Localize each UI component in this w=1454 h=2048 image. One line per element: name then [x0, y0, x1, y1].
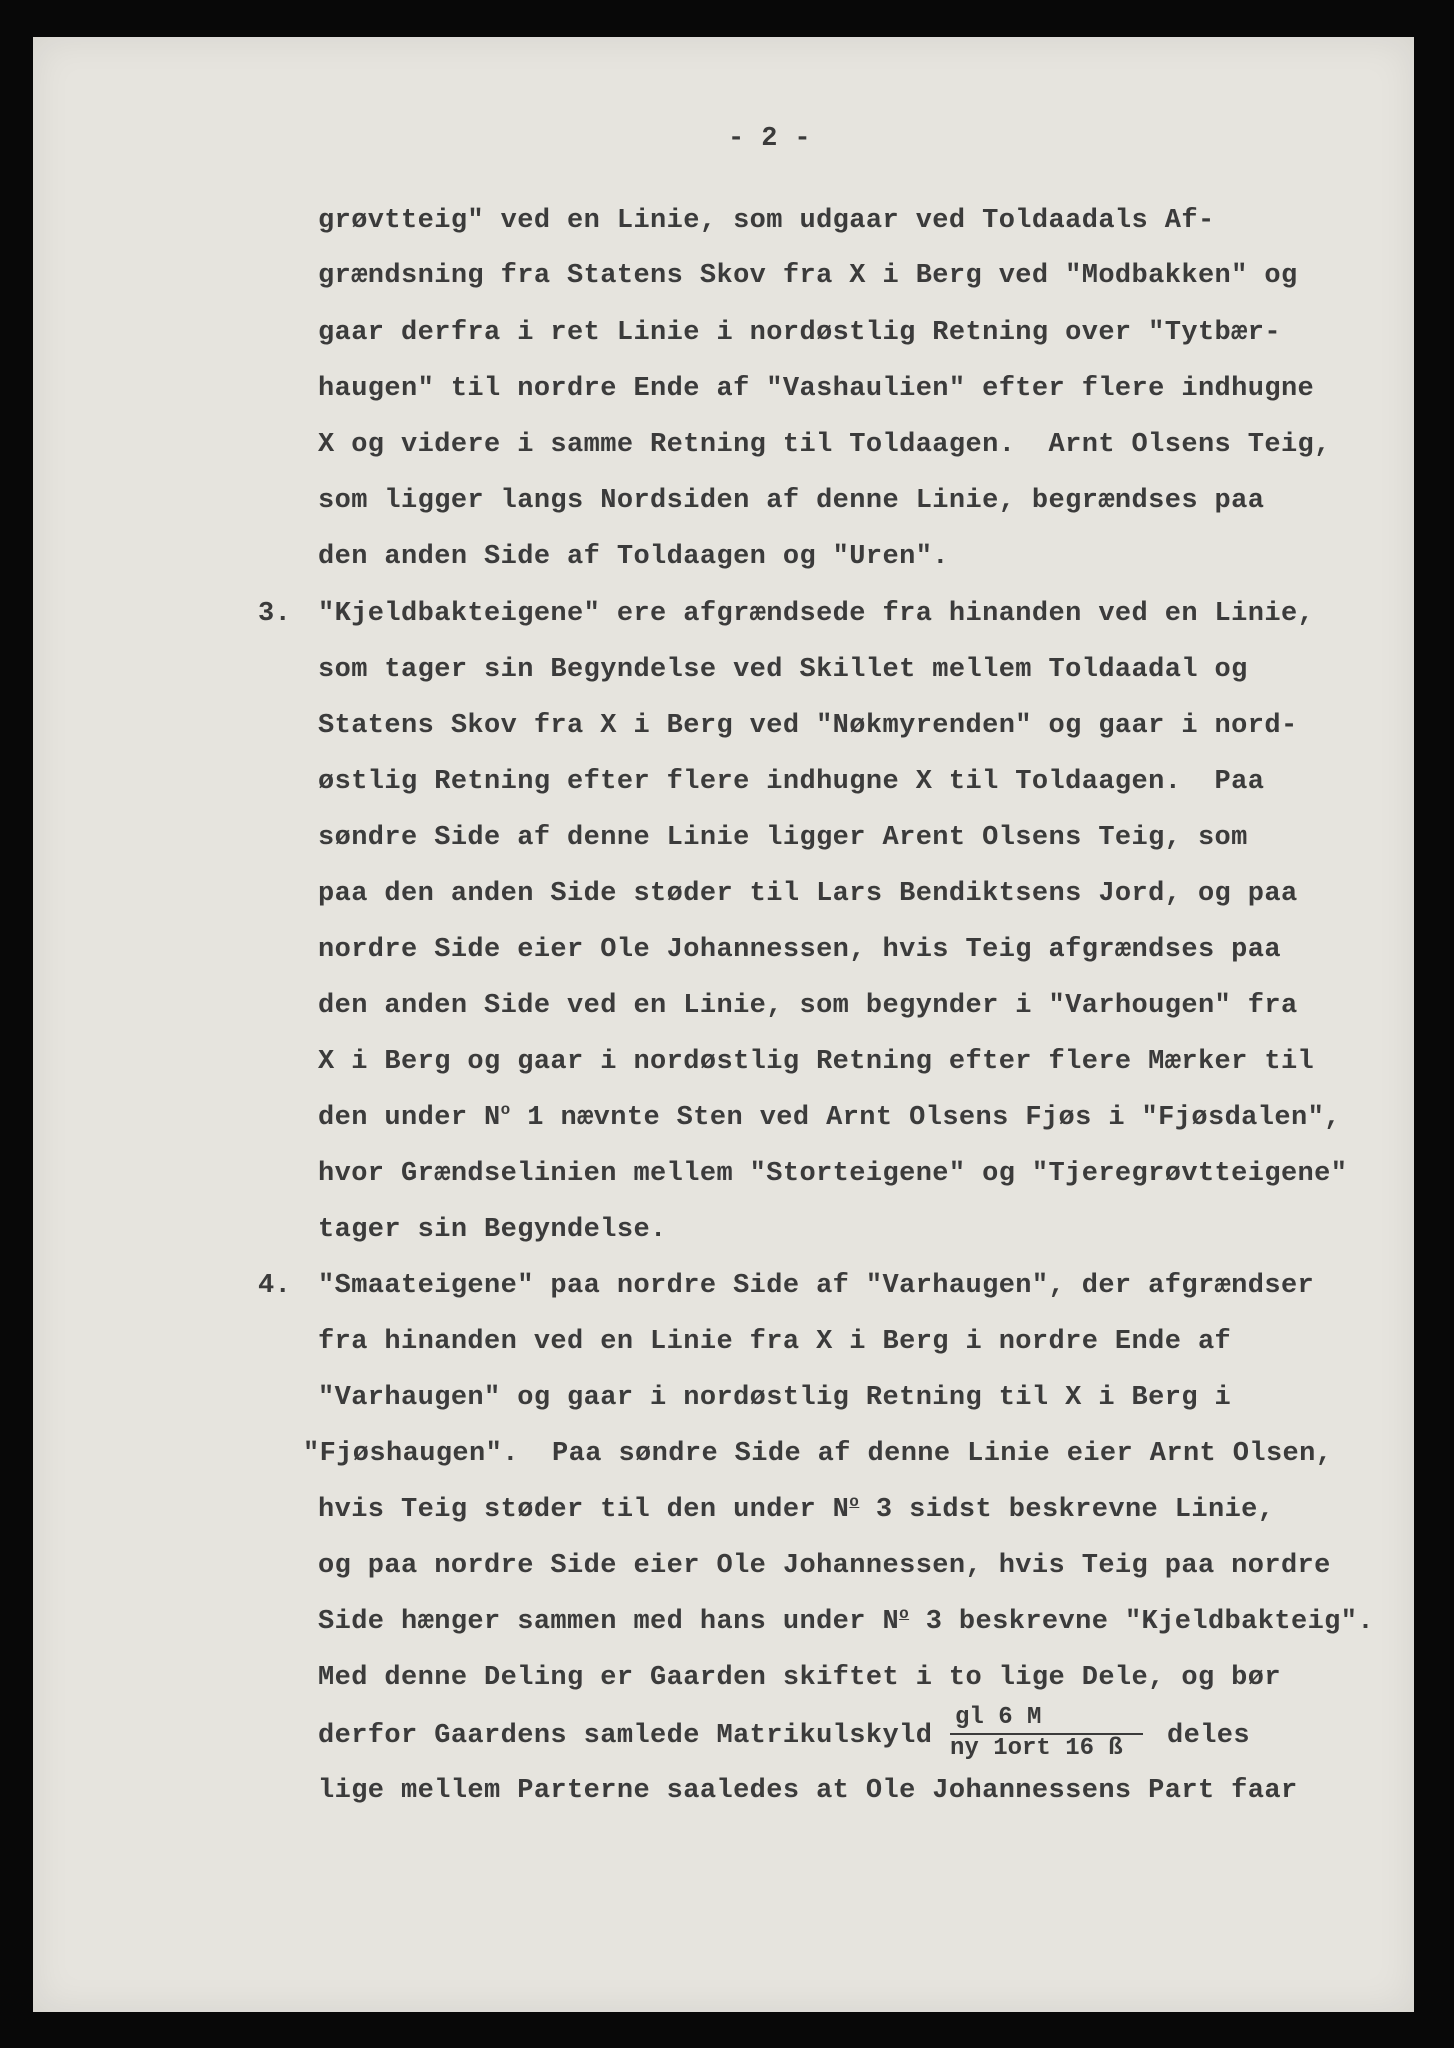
superscript: o	[849, 1493, 860, 1511]
text-line: lige mellem Parterne saaledes at Ole Johannessens Part faar	[318, 1776, 1298, 1806]
text-segment: den under N	[318, 1103, 501, 1133]
text-line: derfor Gaardens samlede Matrikulskyld	[318, 1721, 933, 1751]
text-line: som tager sin Begyndelse ved Skillet mellem Toldaadal og	[318, 655, 1248, 685]
text-line	[318, 1102, 1341, 1134]
text-line: hvor Grændselinien mellem "Storteigene" og "Tjeregrøvtteigene"	[318, 1159, 1348, 1189]
text-line: den anden Side ved en Linie, som begynder i "Varhougen" fra	[318, 991, 1298, 1021]
superscript: o	[899, 1605, 910, 1623]
text-line: grøvtteig" ved en Linie, som udgaar ved Toldaadals Af-	[318, 206, 1215, 236]
text-line: "Varhaugen" og gaar i nordøstlig Retning til X i Berg i	[318, 1383, 1232, 1413]
fraction-denominator: ny 1ort 16 ß	[950, 1735, 1123, 1762]
text-line: fra hinanden ved en Linie fra X i Berg i nordre Ende af	[318, 1327, 1232, 1357]
text-line: haugen" til nordre Ende af "Vashaulien" efter flere indhugne	[318, 374, 1315, 404]
document-page	[33, 37, 1414, 2012]
text-line: som ligger langs Nordsiden af denne Linie, begrændses paa	[318, 486, 1265, 516]
item-number: 3.	[258, 599, 292, 629]
text-line	[318, 1606, 1374, 1638]
text-line: østlig Retning efter flere indhugne X til Toldaagen. Paa	[318, 767, 1265, 797]
text-line: "Kjeldbakteigene" ere afgrændsede fra hinanden ved en Linie,	[318, 599, 1315, 629]
text-line: "Fjøshaugen". Paa søndre Side af denne Linie eier Arnt Olsen,	[303, 1439, 1333, 1469]
text-line: "Smaateigene" paa nordre Side af "Varhaugen", der afgrændser	[318, 1271, 1315, 1301]
text-segment: hvis Teig støder til den under N	[318, 1495, 850, 1525]
text-line: nordre Side eier Ole Johannessen, hvis Teig afgrændses paa	[318, 935, 1281, 965]
text-segment: 3 sidst beskrevne Linie,	[859, 1495, 1275, 1525]
text-line: Med denne Deling er Gaarden skiftet i to lige Dele, og bør	[318, 1663, 1281, 1693]
text-segment: Side hænger sammen med hans under N	[318, 1607, 900, 1637]
text-line: og paa nordre Side eier Ole Johannessen, hvis Teig paa nordre	[318, 1551, 1331, 1581]
item-number: 4.	[258, 1271, 292, 1301]
superscript: o	[500, 1101, 511, 1119]
fraction-numerator: gl 6 M	[955, 1704, 1042, 1731]
text-line: X i Berg og gaar i nordøstlig Retning efter flere Mærker til	[318, 1047, 1315, 1077]
text-line: tager sin Begyndelse.	[318, 1215, 667, 1245]
text-segment: 1 nævnte Sten ved Arnt Olsens Fjøs i "Fjøsdalen",	[510, 1103, 1341, 1133]
text-segment: 3 beskrevne "Kjeldbakteig".	[909, 1607, 1374, 1637]
text-line: gaar derfra i ret Linie i nordøstlig Retning over "Tytbær-	[318, 318, 1281, 348]
text-line: grændsning fra Statens Skov fra X i Berg ved "Modbakken" og	[318, 261, 1298, 291]
text-line: søndre Side af denne Linie ligger Arent Olsens Teig, som	[318, 823, 1248, 853]
text-line: paa den anden Side støder til Lars Bendiktsens Jord, og paa	[318, 879, 1298, 909]
text-line: deles	[1167, 1721, 1251, 1751]
text-line: den anden Side af Toldaagen og "Uren".	[318, 542, 949, 572]
text-line: Statens Skov fra X i Berg ved "Nøkmyrenden" og gaar i nord-	[318, 711, 1298, 741]
text-line	[318, 1494, 1274, 1526]
text-line: X og videre i samme Retning til Toldaagen. Arnt Olsens Teig,	[318, 430, 1331, 460]
page-number: - 2 -	[728, 124, 812, 154]
